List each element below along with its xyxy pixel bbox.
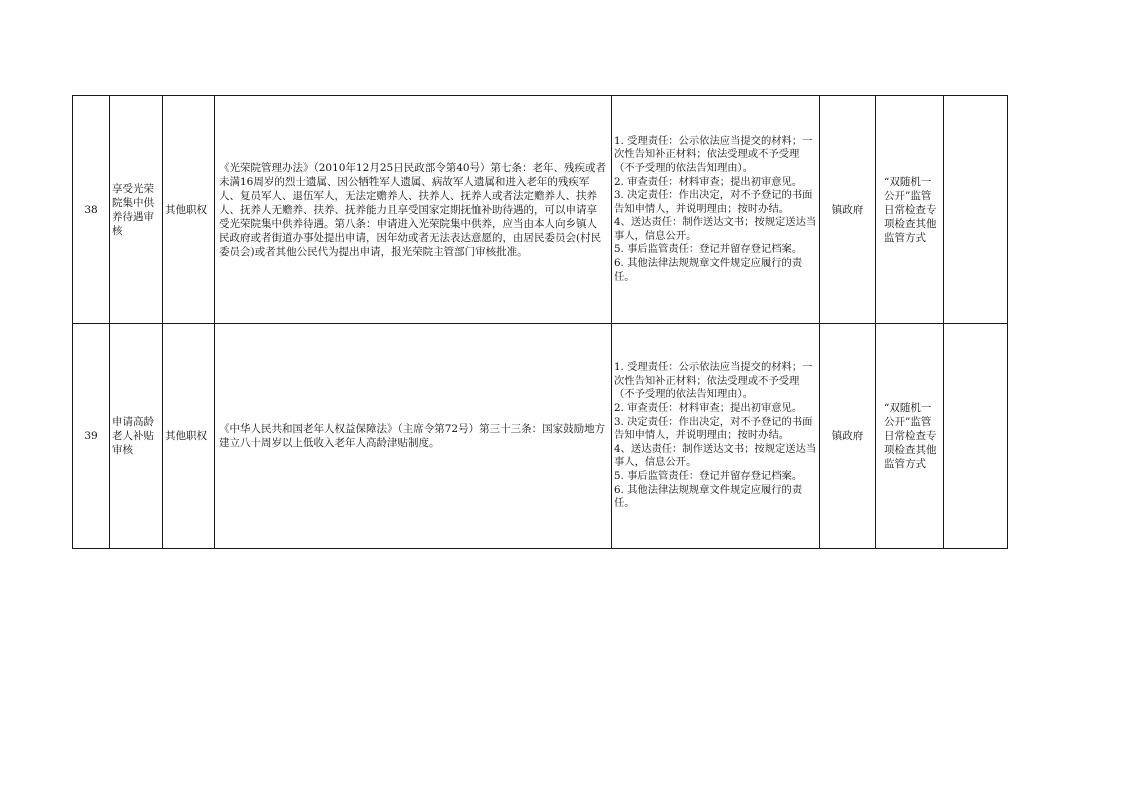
responsibility-item: 5. 事后监管责任：登记并留存登记档案。 bbox=[614, 469, 803, 482]
responsibility-item: 3. 决定责任：作出决定，对不予登记的书面告知申情人，并说明理由；按时办结。 bbox=[614, 189, 813, 215]
responsibility-item: 4、送达责任：制作送达文书；按规定送达当事人，信息公开。 bbox=[614, 442, 817, 469]
responsibility-item: 4、送达责任：制作送达文书；按规定送达当事人，信息公开。 bbox=[614, 216, 817, 242]
responsibility-item: 5. 事后监管责任：登记并留存登记档案。 bbox=[614, 243, 803, 256]
responsibility-item: 6. 其他法律法规规章文件规定应履行的责任。 bbox=[614, 257, 803, 283]
responsible-body: 镇政府 bbox=[820, 96, 876, 324]
legal-basis: 《光荣院管理办法》（2010年12月25日民政部令第40号）第七条：老年、残疾或者未满16周岁的烈士遗属、因公牺牲军人遗属、病故军人遗属和进入老年的残疾军人、复员军人、退伍军人，无法定赡养人、扶养人、抚养人或者法定赡养人、扶养人、抚养人无赡养、扶养、抚养能力且享受国家定期抚恤补助待遇的，可以申请享受光荣院集中供养待遇。第八条：申请进入光荣院集中供养，应当由本人向乡镇人民政府或者街道办事处提出申请，因年幼或者无法表达意愿的，由居民委员会(村民委员会)或者其他公民代为提出申请，报光荣院主管部门审核批准。 bbox=[215, 96, 612, 324]
table-row bbox=[73, 324, 1008, 549]
responsibility-list bbox=[612, 96, 820, 324]
power-name: 申请高龄老人补贴审核 bbox=[110, 324, 163, 549]
responsibility-item: 3. 决定责任：作出决定，对不予登记的书面告知申情人，并说明理由；按时办结。 bbox=[614, 415, 813, 442]
row-number: 38 bbox=[73, 96, 110, 324]
remarks-cell bbox=[944, 96, 1008, 324]
responsibility-list bbox=[612, 324, 820, 549]
remarks-cell bbox=[944, 324, 1008, 549]
responsibility-item: 2. 审查责任：材料审查；提出初审意见。 bbox=[614, 402, 803, 415]
table-row bbox=[73, 96, 1008, 324]
row-number: 39 bbox=[73, 324, 110, 549]
responsibility-item: 6. 其他法律法规规章文件规定应履行的责任。 bbox=[614, 483, 803, 510]
power-name: 享受光荣院集中供养待遇审核 bbox=[110, 96, 163, 324]
supervision-method: “双随机一公开”监管日常检查专项检查其他监管方式 bbox=[876, 324, 944, 549]
responsibility-item: 1. 受理责任：公示依法应当提交的材料；一次性告知补正材料；依法受理或不予受理（不予受理的依法告知理由）。 bbox=[614, 134, 813, 174]
responsible-body: 镇政府 bbox=[820, 324, 876, 549]
power-type: 其他职权 bbox=[163, 96, 215, 324]
supervision-method: “双随机一公开”监管日常检查专项检查其他监管方式 bbox=[876, 96, 944, 324]
responsibility-item: 1. 受理责任：公示依法应当提交的材料；一次性告知补正材料；依法受理或不予受理（不予受理的依法告知理由）。 bbox=[614, 361, 813, 401]
legal-basis: 《中华人民共和国老年人权益保障法》（主席令第72号）第三十三条：国家鼓励地方建立八十周岁以上低收入老年人高龄津贴制度。 bbox=[215, 324, 612, 549]
responsibility-item: 2. 审查责任：材料审查；提出初审意见。 bbox=[614, 175, 803, 188]
power-list-table bbox=[72, 95, 1008, 549]
power-type: 其他职权 bbox=[163, 324, 215, 549]
